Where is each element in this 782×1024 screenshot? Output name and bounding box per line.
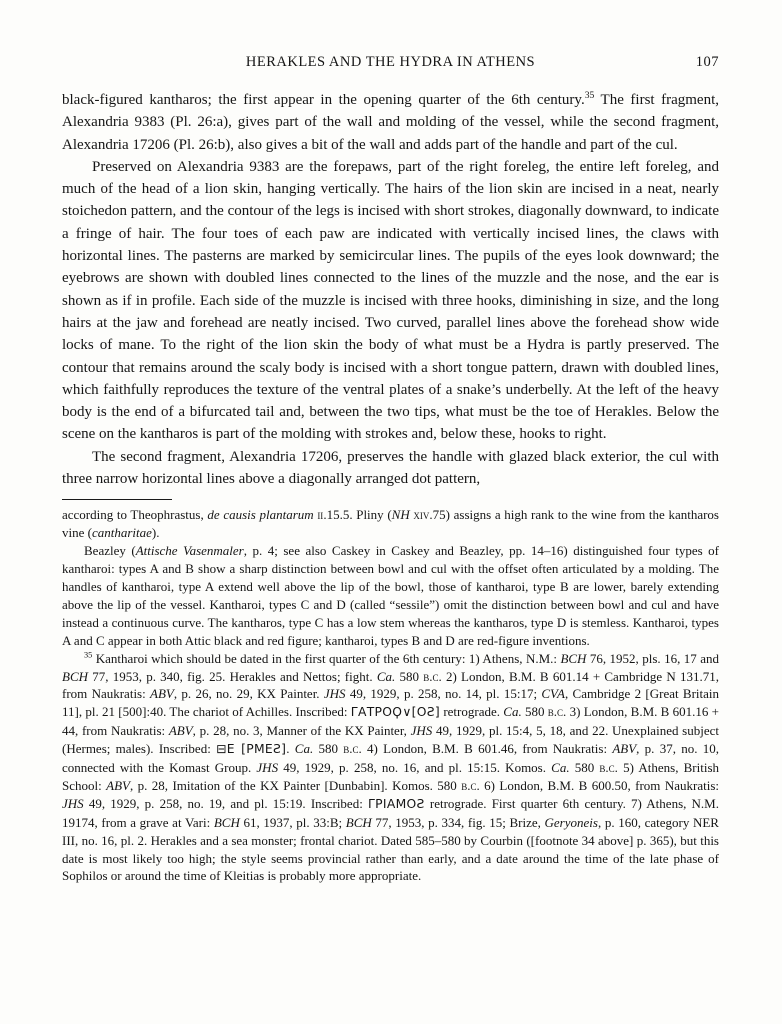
body-paragraph: Preserved on Alexandria 9383 are the forepaws, part of the right foreleg, the entire left foreleg, and much of the head of a lion skin, hanging vertically. The hairs of the lion skin are incised in a neat, nearly stoichedon pattern, and the contour of the legs is incised with short strokes, diagonally downward, to indicate a fringe of hair. The four toes of each paw are indicated with vertically incised lines, the claws with horizontal lines. The pasterns are marked by semicircular lines. The pupils of the eyes look downward; the eyebrows are shown with doubled lines connected to the lines of the muzzle and the nose, and the ear is shown as if in profile. Each side of the muzzle is incised with three hooks, diminishing in size, and the long hairs at the jaw and forehead are neatly incised. Two curved, parallel lines above the forehead show wide locks of mane. To the right of the lion skin the body of what must be a Hydra is partly preserved. The contour that remains around the scaly body is incised with a short tongue pattern, drawn with doubled lines, which faithfully reproduces the texture of the ventral plates of a snake’s underbelly. At the left of the heavy body is the end of a bifurcated tail and, between the two tips, what must be the toe of Herakles. Below the scene on the kantharos is part of the molding with strokes and, below these, hooks to right. (62, 158, 719, 443)
footnotes (62, 506, 719, 885)
styled-text: Attische Vasenmaler (135, 543, 244, 559)
greek-inscription: ΓΡΙΑΜΟƧ (367, 796, 425, 811)
styled-text: Ca. (376, 668, 396, 684)
styled-text: b.c. (547, 704, 567, 720)
footnote-paragraph: according to Theophrastus, de causis plantarum ii.15.5. Pliny (NH xiv.75) assigns a high rank to the wine from the kantharos vine (cantharitae). (62, 507, 719, 541)
styled-text: b.c. (461, 777, 480, 793)
text-block (62, 54, 719, 885)
styled-text: cantharitae (91, 525, 152, 541)
styled-text: b.c. (423, 668, 442, 684)
body-paragraph: The second fragment, Alexandria 17206, preserves the handle with glazed black exterior, the cul with three narrow horizontal lines above a diagonally arranged dot pattern, (62, 448, 719, 488)
styled-text: JHS (323, 686, 346, 702)
styled-text: JHS (256, 760, 279, 776)
styled-text: xiv (413, 507, 430, 523)
styled-text: JHS (62, 795, 84, 811)
styled-text: Geryoneis (544, 814, 598, 830)
styled-text: b.c. (599, 760, 618, 776)
styled-text: ii (317, 507, 324, 523)
body-text (62, 89, 719, 490)
styled-text: JHS (410, 723, 433, 739)
styled-text: BCH (560, 650, 587, 666)
footnote-paragraph: $^{35}$ Kantharoi which should be dated in the first quarter of the 6th century: 1) Athens, N.M.: BCH 76, 1952, pls. 16, 17 and BCH 77, 1953, p. 340, fig. 25. Herakles and Nettos; fight. Ca. 580 b.c. 2) London, B.M. B 601.14 + Cambridge N 131.71, from Naukratis: ABV, p. 26, no. 29, KX Painter. JHS 49, 1929, p. 258, no. 14, pl. 15:17; CVA, Cambridge 2 [Great Britain 11], pl. 21 [500]:40. The chariot of Achilles. Inscribed: ΓΑΤΡΟϘ∨[ΟƧ] retrograde. Ca. 580 b.c. 3) London, B.M. B 601.16 + 44, from Naukratis: ABV, p. 28, no. 3, Manner of the KX Painter, JHS 49, 1929, pl. 15:4, 5, 18, and 22. Unexplained subject (Hermes; males). Inscribed: ⊟Ε [ΡΜΕƧ]. Ca. 580 b.c. 4) London, B.M. B 601.46, from Naukratis: ABV, p. 37, no. 10, connected with the Komast Group. JHS 49, 1929, p. 258, no. 16, and pl. 15:15. Komos. Ca. 580 b.c. 5) Athens, British School: ABV, p. 28, Imitation of the KX Painter [Dunbabin]. Komos. 580 b.c. 6) London, B.M. B 600.50, from Naukratis: JHS 49, 1929, p. 258, no. 19, and pl. 15:19. Inscribed: ΓΡΙΑΜΟƧ retrograde. First quarter 6th century. 7) Athens, N.M. 19174, from a grave at Vari: BCH 61, 1937, pl. 33:B; BCH 77, 1953, p. 334, fig. 15; Brize, Geryoneis, p. 160, category NER III, no. 16, pl. 2. Herakles and a sea monster; frontal chariot. Dated 585–580 by Courbin ([footnote 34 above] p. 365), but this date is most likely too high; the style seems provincial rather than early, and a date around the time of the late phase of Sophilos or around the time of Kleitias is probably more appropriate. (62, 650, 720, 884)
styled-text: BCH (62, 668, 88, 684)
greek-inscription: ΓΑΤΡΟϘ∨[ΟƧ] (350, 705, 441, 720)
styled-text: Ca. (503, 704, 522, 720)
styled-text: b.c. (343, 741, 362, 757)
running-head-title: HERAKLES AND THE HYDRA IN ATHENS (245, 54, 536, 70)
body-paragraph: black-figured kantharos; the first appear in the opening quarter of the 6th century.$^{35}$ The first fragment, Alexandria 9383 (Pl. 26:a), gives part of the wall and molding of the vessel, while the second fragment, Alexandria 17206 (Pl. 26:b), also gives a bit of the wall and adds part of the handle and part of the cul. (62, 90, 720, 153)
styled-text: BCH (345, 814, 372, 830)
page-number: 107 (695, 54, 719, 70)
footnote-reference: 35 (84, 650, 93, 660)
styled-text: Ca. (551, 760, 570, 776)
styled-text: BCH (213, 814, 240, 830)
footnote-paragraph: Beazley (Attische Vasenmaler, p. 4; see also Caskey in Caskey and Beazley, pp. 14–16) distinguished four types of kantharoi: types A and B show a sharp distinction between bowl and cul with the offset often articulated by a molding. The handles of kantharoi, type A extend well above the lip of the bowl, those of kantharoi, type B are lower, barely extending above the lip of the vessel. Kantharoi, types C and D (called “sessile”) omit the distinction between bowl and cul and have instead a continuous curve. The kantharos, type C has a low stem whereas the kantharos, type D is stemless. Kantharoi, types A and C appear in both Attic black and red figure; kantharoi, types B and D are red-figure inventions. (62, 543, 719, 648)
styled-text: ABV (612, 741, 637, 757)
styled-text: ABV (150, 686, 174, 702)
footnote-rule (62, 499, 172, 500)
styled-text: ABV (168, 723, 193, 739)
styled-text: ABV (106, 777, 130, 793)
styled-text: de causis plantarum (207, 507, 314, 523)
styled-text: Ca. (294, 741, 314, 757)
styled-text: CVA (541, 686, 565, 702)
footnote-reference: 35 (584, 90, 595, 101)
running-head (62, 54, 719, 74)
greek-inscription: ⊟Ε [ΡΜΕƧ] (216, 742, 287, 757)
styled-text: NH (391, 507, 410, 523)
